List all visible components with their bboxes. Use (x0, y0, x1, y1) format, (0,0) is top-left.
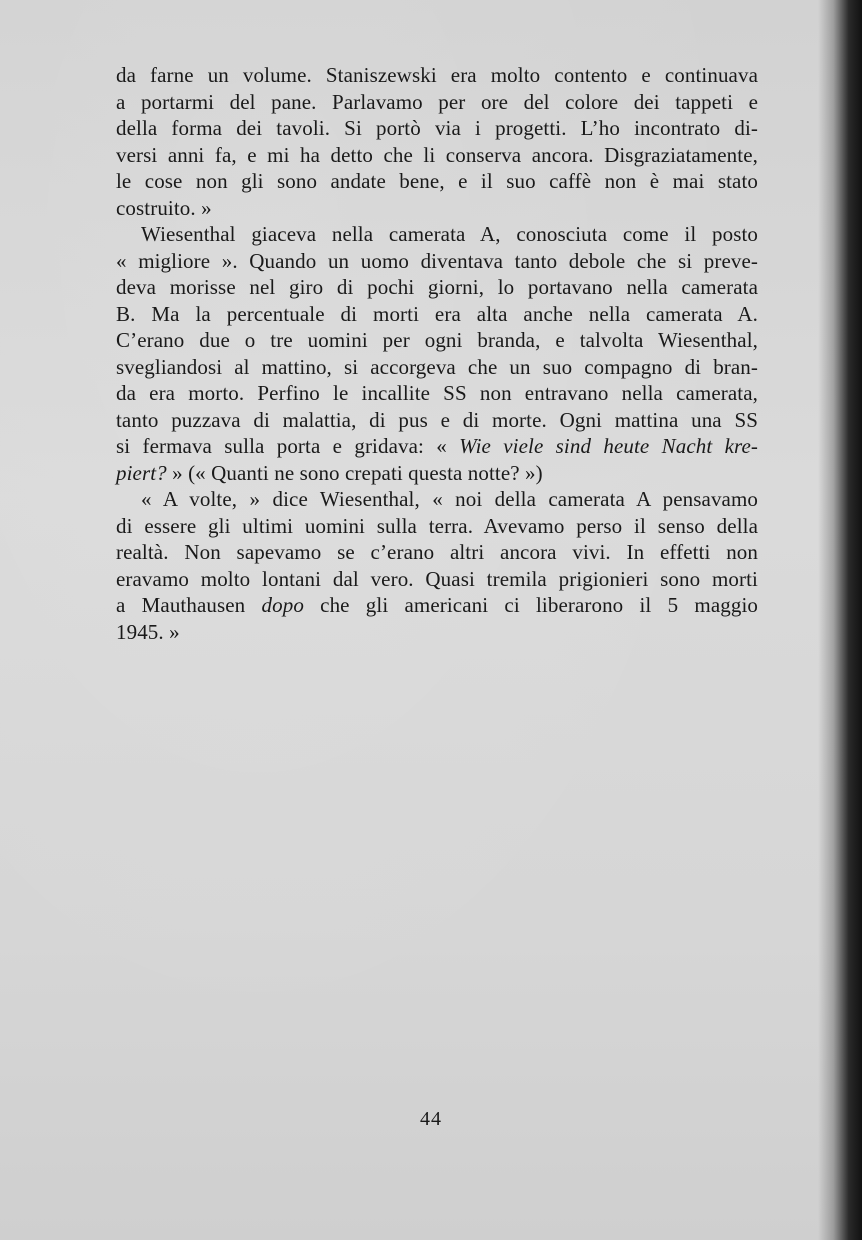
body-text (116, 62, 758, 645)
text-line (116, 460, 758, 487)
text-line: da farne un volume. Staniszewski era molto contento e continuava (116, 63, 758, 87)
text-line: di essere gli ultimi uomini sulla terra. Avevamo perso il senso della (116, 513, 758, 538)
text-line: realtà. Non sapevamo se c’erano altri ancora vivi. In effetti non (116, 540, 758, 564)
emphasis: dopo (261, 593, 304, 617)
text-line: C’erano due o tre uomini per ogni branda, e talvolta Wiesenthal, (116, 328, 758, 352)
text-line: costruito. » (116, 195, 212, 220)
text-line: eravamo molto lontani dal vero. Quasi tremila prigionieri sono morti (116, 566, 758, 591)
text-span: si fermava sulla porta e gridava: « (116, 434, 460, 458)
text-span: » (« Quanti ne sono crepati questa notte? ») (166, 460, 543, 485)
text-line: B. Ma la percentuale di morti era alta anche nella camerata A. (116, 301, 758, 326)
paragraph-3 (116, 486, 758, 645)
text-line: della forma dei tavoli. Si portò via i progetti. L’ho incontrato di- (116, 116, 758, 140)
text-span: a Mauthausen (116, 593, 262, 617)
german-quote: piert? (116, 460, 167, 485)
text-line: versi anni fa, e mi ha detto che li conserva ancora. Disgraziatamente, (116, 142, 758, 167)
text-line: 1945. » (116, 619, 180, 644)
paragraph-2 (116, 221, 758, 486)
text-line: « A volte, » dice Wiesenthal, « noi della camerata A pensavamo (141, 487, 758, 511)
text-line: tanto puzzava di malattia, di pus e di morte. Ogni mattina una SS (116, 407, 758, 432)
text-line (116, 592, 758, 619)
text-line: Wiesenthal giaceva nella camerata A, conosciuta come il posto (141, 222, 758, 246)
paragraph-1 (116, 62, 758, 221)
german-quote: Wie viele sind heute Nacht kre- (459, 434, 758, 458)
text-line: « migliore ». Quando un uomo diventava tanto debole che si preve- (116, 248, 758, 273)
text-line: a portarmi del pane. Parlavamo per ore del colore dei tappeti e (116, 89, 758, 114)
text-line: da era morto. Perfino le incallite SS non entravano nella camerata, (116, 381, 758, 405)
book-spine-shadow (818, 0, 862, 1240)
text-line: svegliandosi al mattino, si accorgeva che un suo compagno di bran- (116, 354, 758, 379)
text-span: che gli americani ci liberarono il 5 maggio (303, 593, 758, 617)
text-line: deva morisse nel giro di pochi giorni, lo portavano nella camerata (116, 275, 758, 299)
page-number: 44 (420, 1108, 442, 1130)
text-line: le cose non gli sono andate bene, e il suo caffè non è mai stato (116, 169, 758, 193)
text-line (116, 433, 758, 460)
